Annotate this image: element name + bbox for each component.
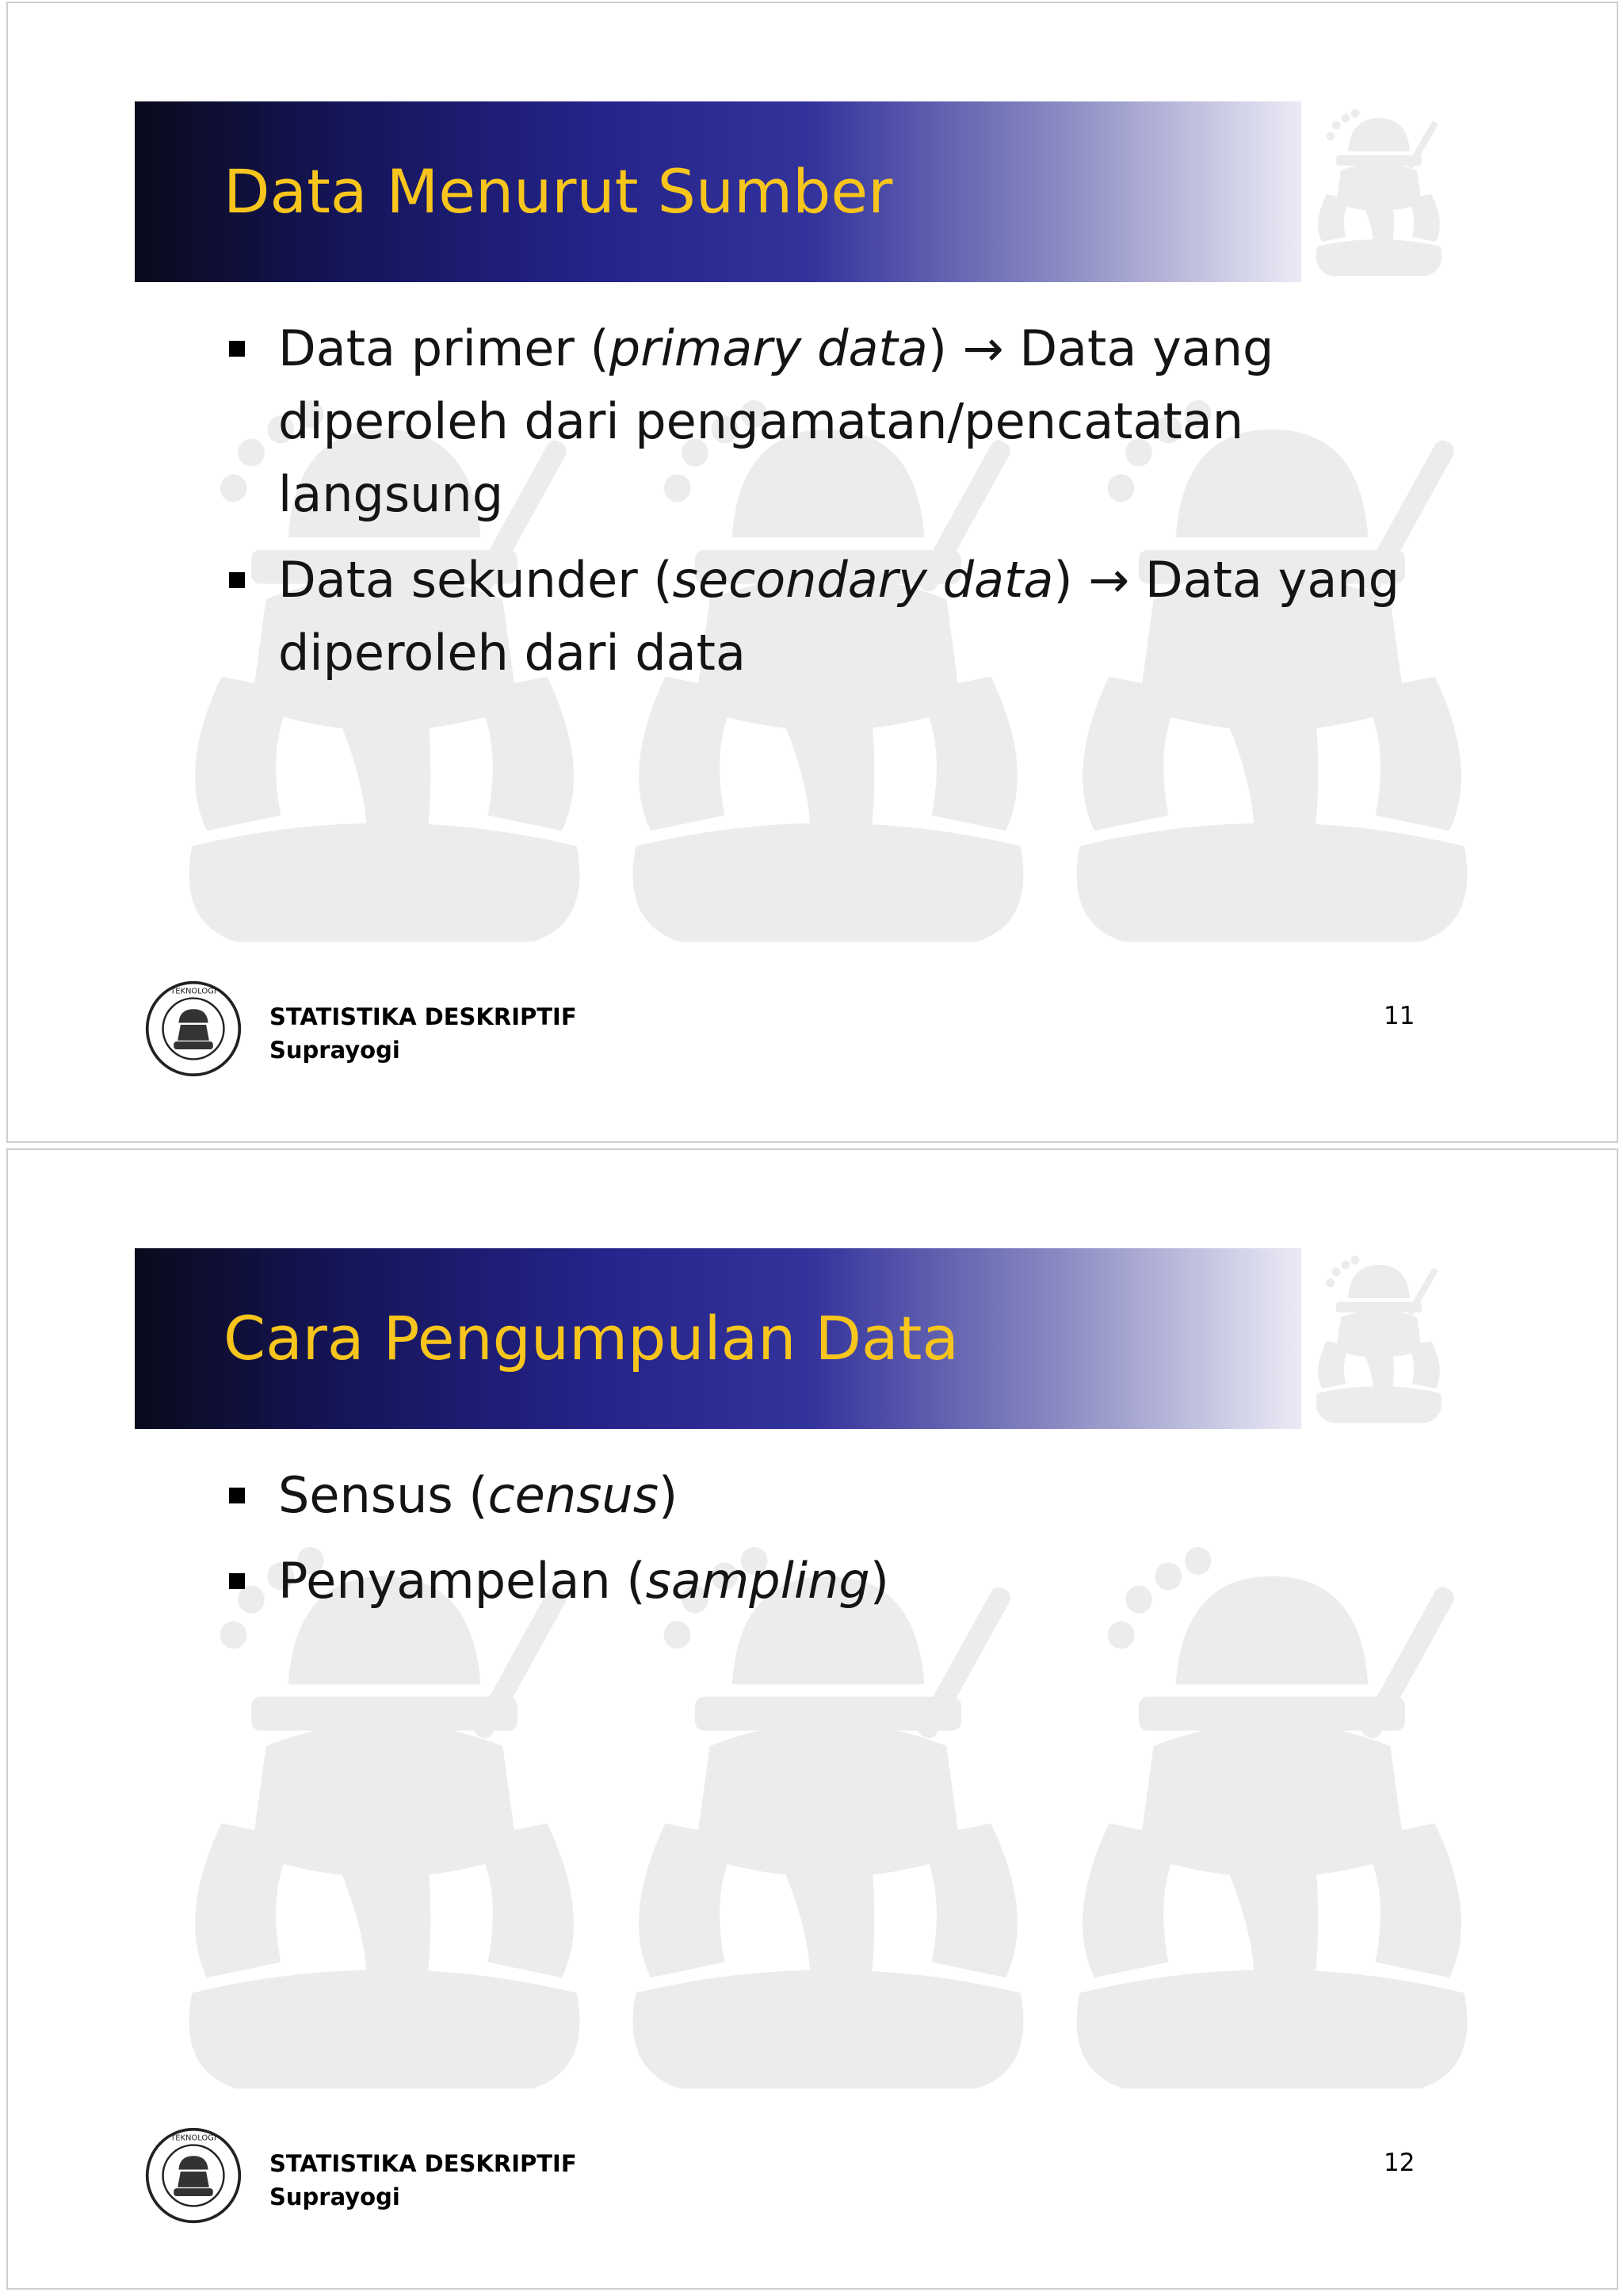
ganesha-logo-icon <box>1308 1245 1450 1427</box>
footer-author: Suprayogi <box>269 1037 400 1064</box>
slide-2 <box>6 1148 1618 2290</box>
ganesha-logo-icon <box>1308 98 1450 281</box>
square-bullet-icon <box>229 341 245 357</box>
bullet-item: Data primer (primary data) → Data yang diperoleh dari pengamatan/pencatatan langsung <box>218 312 1454 531</box>
footer <box>269 1000 577 1067</box>
square-bullet-icon <box>229 1573 245 1589</box>
footer <box>269 2147 577 2214</box>
slide-1 <box>6 2 1618 1143</box>
itb-seal-icon <box>144 980 242 1078</box>
page-number: 12 <box>1384 2149 1415 2177</box>
title-bar <box>135 101 1301 282</box>
footer-course: STATISTIKA DESKRIPTIF <box>269 1003 577 1030</box>
footer-author: Suprayogi <box>269 2183 400 2210</box>
bullet-list <box>218 1459 1454 1630</box>
footer-course: STATISTIKA DESKRIPTIF <box>269 2150 577 2177</box>
title-bar <box>135 1248 1301 1429</box>
bullet-item: Data sekunder (secondary data) → Data yang diperoleh dari data <box>218 544 1454 690</box>
bullet-item: Sensus (census) <box>218 1459 1454 1532</box>
bullet-item: Penyampelan (sampling) <box>218 1545 1454 1618</box>
square-bullet-icon <box>229 572 245 588</box>
slide-title: Data Menurut Sumber <box>223 156 893 227</box>
itb-seal-icon <box>144 2126 242 2225</box>
bullet-list <box>218 312 1454 702</box>
slide-title: Cara Pengumpulan Data <box>223 1303 959 1373</box>
square-bullet-icon <box>229 1488 245 1503</box>
page-number: 11 <box>1384 1002 1415 1030</box>
